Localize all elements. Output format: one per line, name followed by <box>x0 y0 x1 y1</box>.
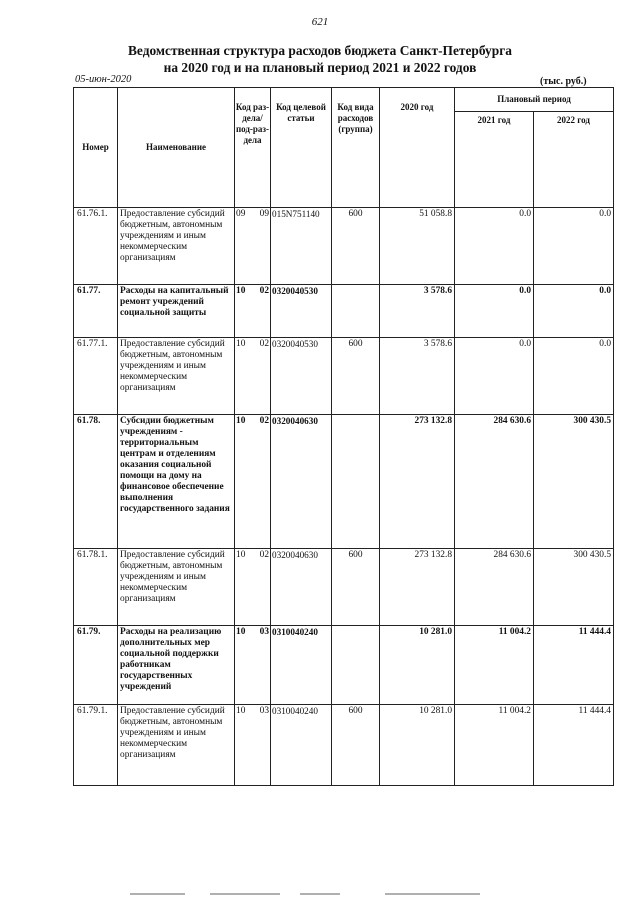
row-2020: 51 058.8 <box>380 208 455 285</box>
row-number: 61.78. <box>74 415 118 549</box>
table-row <box>74 626 614 705</box>
row-2020: 3 578.6 <box>380 338 455 415</box>
budget-table <box>73 87 614 786</box>
row-number: 61.79.1. <box>74 705 118 786</box>
header-name: Наименование <box>118 88 235 208</box>
row-name: Предоставление субсидий бюджетным, автономным учреждениям и иным некоммерческим организациям <box>118 705 235 786</box>
row-section <box>235 626 271 705</box>
row-number: 61.78.1. <box>74 549 118 626</box>
table-row <box>74 549 614 626</box>
row-section <box>235 549 271 626</box>
row-target: 015N751140 <box>271 208 332 285</box>
row-section <box>235 705 271 786</box>
table-row <box>74 705 614 786</box>
row-kind <box>332 415 380 549</box>
header-2020: 2020 год <box>380 88 455 208</box>
row-name: Расходы на капитальный ремонт учреждений социальной защиты <box>118 285 235 338</box>
row-2021: 0.0 <box>455 208 534 285</box>
footer-scan-marks <box>130 893 530 896</box>
row-section <box>235 415 271 549</box>
row-name: Предоставление субсидий бюджетным, автономным учреждениям и иным некоммерческим организациям <box>118 338 235 415</box>
row-name: Предоставление субсидий бюджетным, автономным учреждениям и иным некоммерческим организациям <box>118 549 235 626</box>
row-2020: 10 281.0 <box>380 705 455 786</box>
subsection-code: 02 <box>259 339 269 349</box>
row-number: 61.77. <box>74 285 118 338</box>
section-code: 10 <box>236 706 246 716</box>
table-row <box>74 338 614 415</box>
title-line-2: на 2020 год и на плановый период 2021 и 2022 годов <box>163 60 477 75</box>
subsection-code: 09 <box>259 209 269 219</box>
row-2022: 300 430.5 <box>534 415 614 549</box>
row-2022: 11 444.4 <box>534 705 614 786</box>
row-name: Предоставление субсидий бюджетным, автономным учреждениям и иным некоммерческим организациям <box>118 208 235 285</box>
row-section <box>235 208 271 285</box>
row-2020: 273 132.8 <box>380 415 455 549</box>
table-row <box>74 415 614 549</box>
row-target: 0320040530 <box>271 285 332 338</box>
row-number: 61.77.1. <box>74 338 118 415</box>
row-number: 61.76.1. <box>74 208 118 285</box>
section-code: 10 <box>236 416 246 426</box>
header-2022: 2022 год <box>534 112 614 208</box>
section-code: 09 <box>236 209 246 219</box>
row-2021: 0.0 <box>455 285 534 338</box>
row-kind <box>332 626 380 705</box>
row-2021: 11 004.2 <box>455 626 534 705</box>
header-kind: Код вида расходов (группа) <box>332 88 380 208</box>
row-2020: 10 281.0 <box>380 626 455 705</box>
row-target: 0310040240 <box>271 705 332 786</box>
row-2020: 273 132.8 <box>380 549 455 626</box>
page-number: 621 <box>311 16 329 28</box>
document-title <box>0 42 640 76</box>
section-code: 10 <box>236 286 246 296</box>
section-code: 10 <box>236 627 246 637</box>
row-kind: 600 <box>332 338 380 415</box>
row-kind <box>332 285 380 338</box>
subsection-code: 02 <box>259 416 269 426</box>
row-target: 0320040630 <box>271 549 332 626</box>
row-number: 61.79. <box>74 626 118 705</box>
section-code: 10 <box>236 339 246 349</box>
row-2021: 11 004.2 <box>455 705 534 786</box>
row-kind: 600 <box>332 705 380 786</box>
header-planned-period: Плановый период <box>455 88 614 112</box>
subsection-code: 02 <box>259 286 269 296</box>
header-number: Номер <box>74 88 118 208</box>
header-target: Код целевой статьи <box>271 88 332 208</box>
subsection-code: 03 <box>259 706 269 716</box>
row-section <box>235 285 271 338</box>
document-date: 05-июн-2020 <box>75 74 132 85</box>
header-section: Код раз-дела/ под-раз-дела <box>235 88 271 208</box>
table-row <box>74 285 614 338</box>
header-2021: 2021 год <box>455 112 534 208</box>
section-code: 10 <box>236 550 246 560</box>
row-section <box>235 338 271 415</box>
row-name: Расходы на реализацию дополнительных мер социальной поддержки работникам государственных учреждений <box>118 626 235 705</box>
row-target: 0320040530 <box>271 338 332 415</box>
subsection-code: 03 <box>259 627 269 637</box>
row-2021: 284 630.6 <box>455 549 534 626</box>
row-2021: 284 630.6 <box>455 415 534 549</box>
row-2020: 3 578.6 <box>380 285 455 338</box>
title-line-1: Ведомственная структура расходов бюджета Санкт-Петербурга <box>128 43 512 58</box>
subsection-code: 02 <box>259 550 269 560</box>
row-target: 0320040630 <box>271 415 332 549</box>
units-label: (тыс. руб.) <box>540 76 587 87</box>
row-2022: 0.0 <box>534 338 614 415</box>
table-row <box>74 208 614 285</box>
row-kind: 600 <box>332 208 380 285</box>
row-2021: 0.0 <box>455 338 534 415</box>
row-kind: 600 <box>332 549 380 626</box>
row-name: Субсидии бюджетным учреждениям - территориальным центрам и отделениям оказания социальной помощи на дому на финансовое обеспечение выполнения государственного задания <box>118 415 235 549</box>
row-target: 0310040240 <box>271 626 332 705</box>
row-2022: 300 430.5 <box>534 549 614 626</box>
row-2022: 0.0 <box>534 285 614 338</box>
row-2022: 11 444.4 <box>534 626 614 705</box>
row-2022: 0.0 <box>534 208 614 285</box>
